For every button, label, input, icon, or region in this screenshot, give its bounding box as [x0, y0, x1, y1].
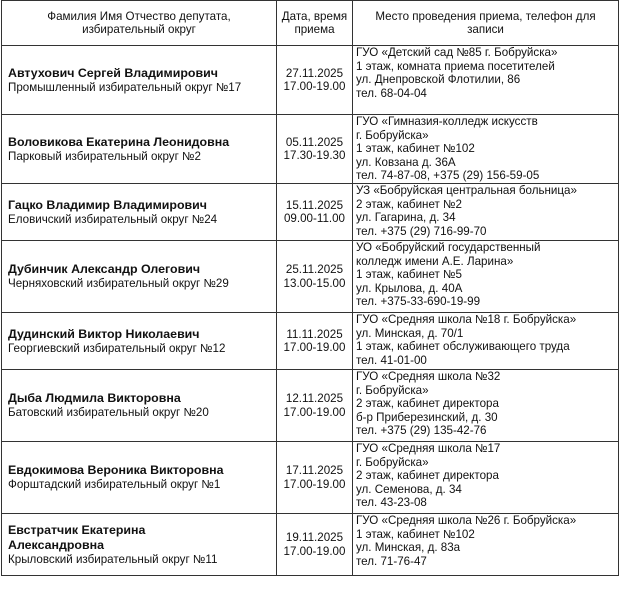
electoral-district: Промышленный избирательный округ №17 [8, 80, 242, 94]
reception-time: 17.30-19.30 [283, 149, 346, 162]
place-cell [353, 442, 619, 514]
deputy-cell [2, 241, 277, 313]
deputy-cell [2, 46, 277, 115]
deputy-name: Гацко Владимир Владимирович [8, 197, 207, 212]
deputy-name: Дудинский Виктор Николаевич [8, 326, 200, 341]
reception-time: 17.00-19.00 [283, 341, 346, 354]
electoral-district: Георгиевский избирательный округ №12 [8, 341, 226, 355]
place-cell [353, 184, 619, 241]
place-cell [353, 241, 619, 313]
place-line: ул. Ковзана д. 36А [356, 155, 456, 169]
deputy-name: Дубинчик Александр Олегович [8, 262, 201, 276]
reception-date: 19.11.2025 [285, 531, 344, 544]
place-cell [353, 46, 619, 115]
electoral-district: Парковый избирательный округ №2 [8, 149, 201, 163]
deputy-cell [2, 514, 277, 576]
deputy-name-line1: Евстратчик Екатерина [8, 522, 146, 537]
reception-date: 12.11.2025 [285, 392, 344, 405]
place-line: г. Бобруйска» [356, 128, 429, 142]
table-row [2, 46, 619, 115]
reception-time: 17.00-19.00 [283, 544, 346, 558]
reception-time: 17.00-19.00 [283, 477, 346, 491]
deputy-name-line2: Александровна [8, 537, 104, 552]
date-cell [277, 370, 353, 442]
place-line: г. Бобруйска» [356, 455, 429, 469]
place-line: 1 этаж, кабинет обслуживающего труда [356, 340, 570, 353]
place-line: тел. 41-01-00 [356, 353, 427, 367]
place-line: б-р Приберезинский, д. 30 [356, 410, 498, 424]
table-row [2, 442, 619, 514]
deputies-reception-table [1, 0, 619, 576]
place-line: тел. +375 (29) 135-42-76 [356, 424, 487, 437]
date-cell [277, 241, 353, 313]
reception-date: 05.11.2025 [285, 135, 344, 149]
header-date-time: Дата, время приема [277, 1, 353, 46]
place-line: г. Бобруйска» [356, 383, 429, 397]
deputy-name: Дыба Людмила Викторовна [8, 391, 181, 405]
table-header-row [2, 1, 619, 46]
header-place-phone: Место проведения приема, телефон для записи [353, 1, 619, 46]
date-cell [277, 442, 353, 514]
header-deputy: Фамилия Имя Отчество депутата, избирательный округ [2, 1, 277, 46]
deputy-cell [2, 115, 277, 184]
place-line: ул. Семенова, д. 34 [356, 482, 462, 496]
place-line: 1 этаж, кабинет №5 [356, 268, 462, 281]
place-line: ГУО «Средняя школа №32 [356, 370, 501, 383]
electoral-district: Еловичский избирательный округ №24 [8, 212, 218, 226]
place-line: ГУО «Гимназия-колледж искусств [356, 115, 538, 128]
place-line: тел. 43-23-08 [356, 496, 427, 509]
place-line: тел. +375-33-690-19-99 [356, 295, 481, 308]
table-row [2, 115, 619, 184]
date-cell [277, 184, 353, 241]
table-row [2, 241, 619, 313]
place-line: колледж имени А.Е. Ларина» [356, 254, 514, 268]
place-line: 1 этаж, кабинет №102 [356, 142, 475, 155]
electoral-district: Крыловский избирательный округ №11 [8, 552, 218, 566]
reception-date: 27.11.2025 [285, 66, 344, 80]
electoral-district: Черняховский избирательный округ №29 [8, 277, 229, 290]
place-cell [353, 115, 619, 184]
table-row [2, 370, 619, 442]
place-line: 1 этаж, комната приема посетителей [356, 59, 555, 73]
place-cell [353, 370, 619, 442]
deputy-cell [2, 313, 277, 370]
place-line: 2 этаж, кабинет директора [356, 397, 499, 410]
deputy-name: Евдокимова Вероника Викторовна [8, 463, 224, 477]
place-line: ГУО «Детский сад №85 г. Бобруйска» [356, 46, 558, 59]
place-line: ул. Крылова, д. 40А [356, 281, 463, 295]
reception-time: 09.00-11.00 [283, 212, 346, 225]
reception-date: 15.11.2025 [285, 198, 344, 212]
place-cell [353, 313, 619, 370]
electoral-district: Батовский избирательный округ №20 [8, 406, 209, 419]
reception-date: 11.11.2025 [286, 327, 343, 341]
place-line: ул. Гагарина, д. 34 [356, 211, 456, 224]
deputy-cell [2, 184, 277, 241]
place-line: 1 этаж, кабинет №102 [356, 527, 475, 541]
reception-date: 25.11.2025 [285, 263, 344, 276]
place-line: ГУО «Средняя школа №26 г. Бобруйска» [356, 514, 577, 527]
place-line: ГУО «Средняя школа №18 г. Бобруйска» [356, 313, 577, 326]
deputy-name: Автухович Сергей Владимирович [8, 65, 218, 80]
date-cell [277, 514, 353, 576]
reception-time: 13.00-15.00 [283, 276, 346, 290]
place-line: 2 этаж, кабинет директора [356, 469, 499, 482]
table-row [2, 184, 619, 241]
place-line: тел. 74-87-08, +375 (29) 156-59-05 [356, 169, 540, 182]
table-row [2, 514, 619, 576]
place-line: тел. 68-04-04 [356, 86, 427, 100]
place-line: ГУО «Средняя школа №17 [356, 442, 501, 455]
date-cell [277, 313, 353, 370]
table-row [2, 313, 619, 370]
place-line: тел. 71-76-47 [356, 554, 427, 568]
date-cell [277, 46, 353, 115]
place-line: тел. +375 (29) 716-99-70 [356, 224, 487, 238]
place-line: ул. Минская, д. 70/1 [356, 326, 464, 340]
deputy-cell [2, 442, 277, 514]
place-line: УЗ «Бобруйская центральная больница» [356, 184, 577, 197]
electoral-district: Форштадский избирательный округ №1 [8, 478, 221, 491]
reception-date: 17.11.2025 [285, 464, 344, 477]
place-line: УО «Бобруйский государственный [356, 241, 541, 254]
place-cell [353, 514, 619, 576]
reception-time: 17.00-19.00 [283, 405, 346, 419]
place-line: ул. Днепровской Флотилии, 86 [356, 73, 521, 86]
deputy-name: Воловикова Екатерина Леонидовна [8, 134, 230, 149]
reception-time: 17.00-19.00 [283, 80, 346, 93]
place-line: ул. Минская, д. 83а [356, 541, 461, 554]
place-line: 2 этаж, кабинет №2 [356, 197, 462, 211]
deputy-cell [2, 370, 277, 442]
date-cell [277, 115, 353, 184]
